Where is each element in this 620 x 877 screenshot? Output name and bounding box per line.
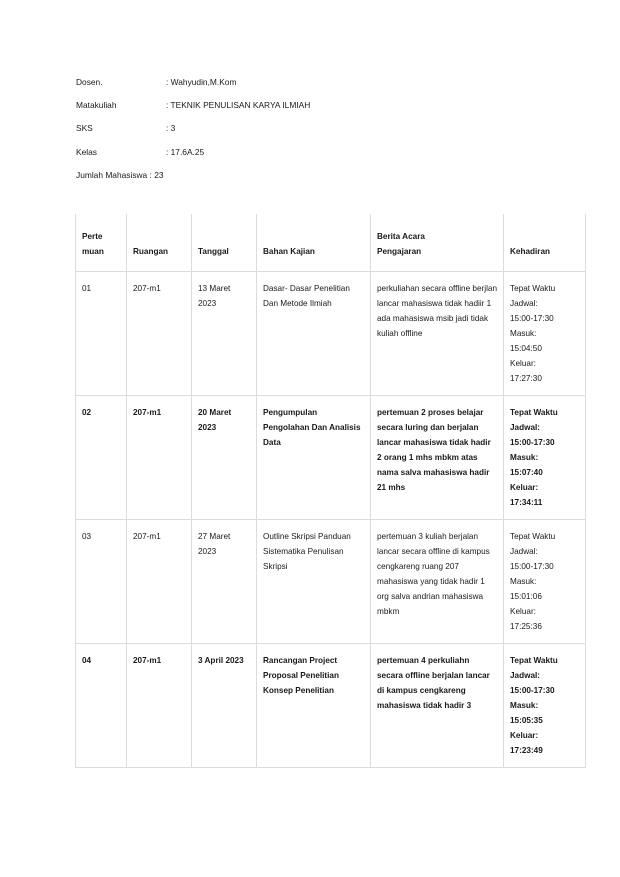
header-bahan: Bahan Kajian	[257, 214, 371, 272]
cell-tanggal: 3 April 2023	[192, 644, 257, 768]
cell-ruangan: 207-m1	[127, 396, 192, 520]
kehadiran-jadwal: 15:00-17:30	[510, 438, 555, 447]
jumlah-label: Jumlah Mahasiswa	[76, 169, 148, 180]
dosen-label: Dosen.	[76, 77, 103, 87]
header-ruangan: Ruangan	[127, 214, 192, 272]
info-row-jumlah	[76, 169, 164, 192]
cell-ruangan: 207-m1	[127, 520, 192, 644]
kehadiran-masuk: 15:05:35	[510, 716, 543, 725]
header-pertemuan-line2: muan	[82, 247, 104, 256]
kehadiran-keluar: 17:27:30	[510, 374, 542, 383]
kehadiran-jadwal: 15:00-17:30	[510, 562, 554, 571]
cell-tanggal: 20 Maret 2023	[192, 396, 257, 520]
kehadiran-keluar-label: Keluar:	[510, 731, 539, 740]
info-row-sks	[76, 122, 176, 145]
sks-value: : 3	[166, 123, 176, 134]
header-berita-line1: Berita Acara	[377, 232, 425, 241]
cell-kehadiran	[504, 272, 586, 396]
kehadiran-masuk-label: Masuk:	[510, 577, 537, 586]
kehadiran-masuk-label: Masuk:	[510, 329, 537, 338]
kehadiran-jadwal-label: Jadwal:	[510, 423, 541, 432]
cell-kehadiran	[504, 644, 586, 768]
cell-no: 03	[76, 520, 127, 644]
cell-no: 02	[76, 396, 127, 520]
kehadiran-status: Tepat Waktu	[510, 532, 556, 541]
kehadiran-keluar-label: Keluar:	[510, 359, 536, 368]
table-row	[76, 396, 586, 520]
kehadiran-jadwal: 15:00-17:30	[510, 314, 554, 323]
header-berita-line2: Pengajaran	[377, 247, 422, 256]
cell-tanggal: 27 Maret 2023	[192, 520, 257, 644]
info-row-matakuliah	[76, 99, 311, 122]
kehadiran-keluar: 17:23:49	[510, 746, 543, 755]
sks-label: SKS	[76, 123, 93, 134]
header-berita	[371, 214, 504, 272]
cell-kehadiran	[504, 520, 586, 644]
table-header-row	[76, 214, 586, 272]
table-row	[76, 644, 586, 768]
kehadiran-status: Tepat Waktu	[510, 284, 556, 293]
cell-bahan: Rancangan Project Proposal Penelitian Konsep Penelitian	[257, 644, 371, 768]
dosen-value: : Wahyudin,M.Kom	[166, 77, 237, 87]
kehadiran-masuk-label: Masuk:	[510, 701, 539, 710]
cell-bahan: Pengumpulan Pengolahan Dan Analisis Data	[257, 396, 371, 520]
kehadiran-jadwal-label: Jadwal:	[510, 299, 538, 308]
kehadiran-masuk: 15:07:40	[510, 468, 543, 477]
kehadiran-masuk: 15:04:50	[510, 344, 542, 353]
cell-berita: pertemuan 2 proses belajar secara luring dan berjalan lancar mahasiswa tidak hadir 2 orang 1 mhs mbkm atas nama salva mahasiswa hadir 21 mhs	[371, 396, 504, 520]
kehadiran-jadwal-label: Jadwal:	[510, 671, 541, 680]
kehadiran-keluar-label: Keluar:	[510, 607, 536, 616]
kehadiran-keluar: 17:34:11	[510, 498, 543, 507]
matakuliah-label: Matakuliah	[76, 100, 117, 111]
jumlah-value: : 23	[149, 169, 164, 180]
table-row	[76, 272, 586, 396]
kehadiran-status: Tepat Waktu	[510, 408, 558, 417]
attendance-table	[75, 214, 586, 768]
matakuliah-value: : TEKNIK PENULISAN KARYA ILMIAH	[166, 100, 311, 111]
info-row-dosen	[76, 76, 237, 99]
kehadiran-keluar-label: Keluar:	[510, 483, 539, 492]
header-kehadiran: Kehadiran	[504, 214, 586, 272]
kehadiran-status: Tepat Waktu	[510, 656, 558, 665]
header-pertemuan-line1: Perte	[82, 232, 103, 241]
cell-bahan: Outline Skripsi Panduan Sistematika Penulisan Skripsi	[257, 520, 371, 644]
cell-bahan: Dasar- Dasar Penelitian Dan Metode Ilmiah	[257, 272, 371, 396]
cell-ruangan: 207-m1	[127, 272, 192, 396]
table-row	[76, 520, 586, 644]
kehadiran-jadwal: 15:00-17:30	[510, 686, 555, 695]
info-row-kelas	[76, 146, 205, 169]
cell-no: 01	[76, 272, 127, 396]
cell-no: 04	[76, 644, 127, 768]
cell-tanggal: 13 Maret 2023	[192, 272, 257, 396]
course-info	[76, 76, 311, 192]
cell-kehadiran	[504, 396, 586, 520]
kehadiran-masuk-label: Masuk:	[510, 453, 539, 462]
kehadiran-jadwal-label: Jadwal:	[510, 547, 538, 556]
kehadiran-masuk: 15:01:06	[510, 592, 542, 601]
header-tanggal: Tanggal	[192, 214, 257, 272]
cell-berita: perkuliahan secara offline berjlan lancar mahasiswa tidak hadiir 1 ada mahasiswa msib jadi tidak kuliah offline	[371, 272, 504, 396]
cell-berita: pertemuan 4 perkuliahn secara offline berjalan lancar di kampus cengkareng mahasiswa tidak hadir 3	[371, 644, 504, 768]
cell-berita: pertemuan 3 kuliah berjalan lancar secara offline di kampus cengkareng ruang 207 mahasiswa yang tidak hadir 1 org salva andrian mahasiswa mbkm	[371, 520, 504, 644]
kelas-value: : 17.6A.25	[166, 146, 205, 157]
kehadiran-keluar: 17:25:36	[510, 622, 542, 631]
header-pertemuan	[76, 214, 127, 272]
kelas-label: Kelas	[76, 146, 97, 157]
cell-ruangan: 207-m1	[127, 644, 192, 768]
